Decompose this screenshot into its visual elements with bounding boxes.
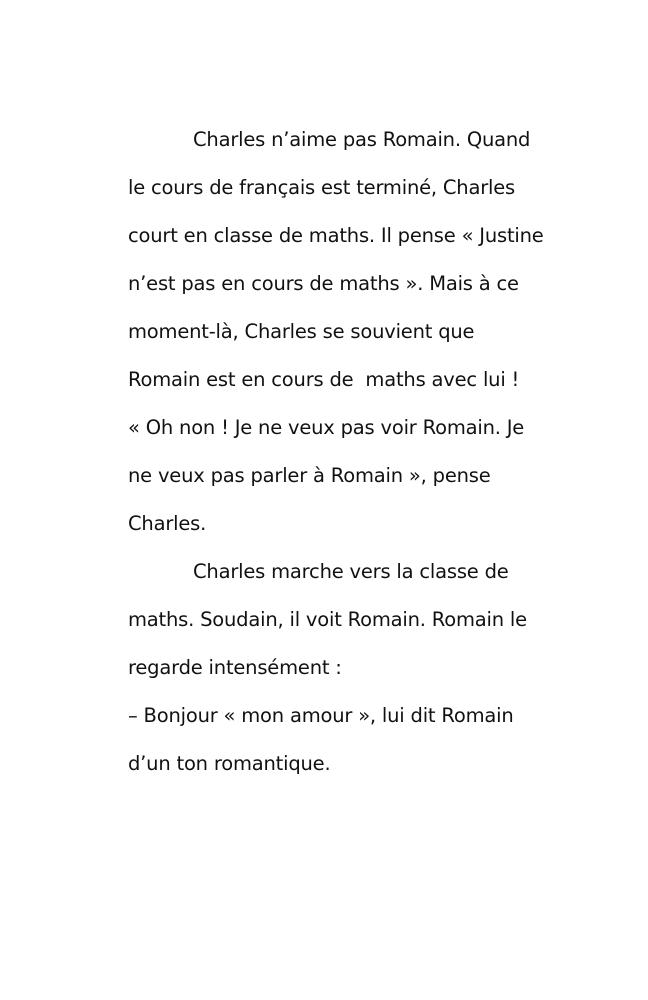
dialogue-line-2: d’un ton romantique. xyxy=(128,752,331,775)
paragraph-2-line-1: Charles marche vers la classe de xyxy=(193,560,509,583)
paragraph-2-line-2: maths. Soudain, il voit Romain. Romain le xyxy=(128,608,527,631)
paragraph-1-line-7: « Oh non ! Je ne veux pas voir Romain. Je xyxy=(128,416,525,439)
paragraph-1-line-8: ne veux pas parler à Romain », pense xyxy=(128,464,491,487)
paragraph-1-line-2: le cours de français est terminé, Charles xyxy=(128,176,516,199)
dialogue-line-1: – Bonjour « mon amour », lui dit Romain xyxy=(128,704,514,727)
paragraph-2-line-3: regarde intensément : xyxy=(128,656,342,679)
paragraph-1-line-6: Romain est en cours de maths avec lui ! xyxy=(128,368,520,391)
paragraph-1-line-1: Charles n’aime pas Romain. Quand xyxy=(193,128,531,151)
paragraph-1-line-3: court en classe de maths. Il pense « Justine xyxy=(128,224,544,247)
paragraph-1-line-4: n’est pas en cours de maths ». Mais à ce xyxy=(128,272,519,295)
paragraph-1-line-5: moment-là, Charles se souvient que xyxy=(128,320,475,343)
paragraph-1-line-9: Charles. xyxy=(128,512,207,535)
